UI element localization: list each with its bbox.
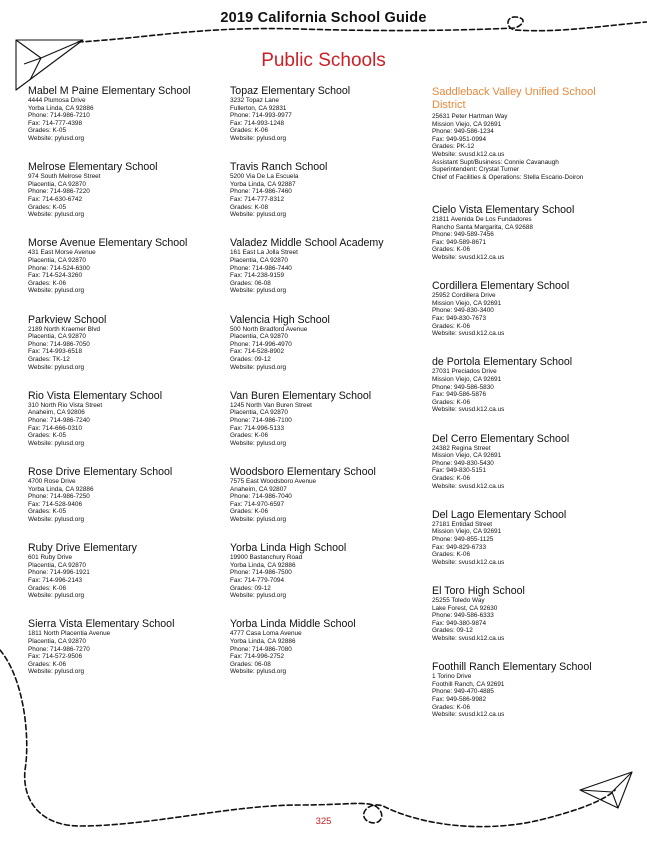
school-detail-line: 4444 Plumosa Drive [28,97,86,104]
school-detail-line: Fax: 714-666-0310 [28,424,83,432]
school-detail-line: 4700 Rose Drive [28,477,76,485]
school-name: Valadez Middle School Academy [230,237,384,250]
school-entry [230,238,425,314]
school-detail-line: 601 Ruby Drive [28,554,73,562]
school-detail-line: Assistant Supt/Business: Connie Cavanaugh [432,158,559,166]
school-entry [432,357,632,433]
school-detail-line: Yorba Linda, CA 92886 [28,485,94,493]
school-name: Rio Vista Elementary School [28,389,163,402]
school-detail-line: Fax: 949-951-0994 [432,135,487,143]
school-detail-line: Placentia, CA 92870 [28,333,86,341]
school-detail-line: Mission Viejo, CA 92691 [432,452,502,460]
school-detail-line: Grades: K-06 [28,279,67,287]
school-detail-line: Yorba Linda, CA 92886 [230,637,296,645]
school-detail-line: Phone: 714-986-7500 [230,569,292,577]
school-detail-line: Fax: 949-830-7673 [432,314,487,322]
school-detail-line: 27031 Preciados Drive [432,368,497,376]
school-detail-line: Fullerton, CA 92831 [230,104,287,112]
school-detail-line: Grades: K-06 [28,584,67,592]
school-detail-line: Fax: 714-528-9406 [28,500,83,508]
school-name: Rose Drive Elementary School [28,465,173,478]
school-detail-line: Yorba Linda, CA 92886 [28,104,94,112]
school-detail-line: Mission Viejo, CA 92691 [432,299,502,307]
school-detail-line: 1 Torino Drive [432,673,472,681]
school-detail-line: Phone: 949-470-4885 [432,688,494,696]
school-entry [432,281,632,357]
school-detail-line: Anaheim, CA 92806 [28,409,85,417]
school-detail-line: 500 North Bradford Avenue [230,325,308,333]
school-detail-line: 1245 North Van Buren Street [230,401,312,409]
school-detail-line: Website: pylusd.org [230,668,287,676]
school-detail-line: Lake Forest, CA 92630 [432,604,498,612]
school-detail-line: Phone: 714-986-7250 [28,493,90,501]
school-name: Del Cerro Elementary School [432,432,570,445]
school-detail-line: Grades: K-05 [28,508,67,516]
school-detail-line: Phone: 714-996-1921 [28,569,90,577]
school-detail-line: Placentia, CA 92870 [28,637,86,645]
school-detail-line: Fax: 714-779-7094 [230,576,285,584]
school-column-2 [230,86,425,696]
school-entry [28,543,223,619]
section-title: Public Schools [261,50,386,71]
school-detail-line: Phone: 714-986-7460 [230,188,292,196]
school-detail-line: Grades: K-06 [28,660,67,668]
school-detail-line: 310 North Rio Vista Street [28,401,103,409]
school-detail-line: Fax: 949-586-5876 [432,391,487,399]
school-entry [432,205,632,281]
school-detail-line: Website: pylusd.org [230,211,287,219]
school-detail-line: Fax: 714-777-8312 [230,195,285,203]
school-detail-line: Fax: 949-589-8671 [432,238,487,246]
school-detail-line: Grades: K-06 [432,398,471,406]
school-entry [230,315,425,391]
school-detail-line: Phone: 949-589-7456 [432,231,494,239]
school-entry [28,391,223,467]
school-detail-line: Website: pylusd.org [28,134,85,142]
school-detail-line: Phone: 949-830-5430 [432,459,494,467]
school-detail-line: Fax: 714-996-2143 [28,576,83,584]
school-detail-line: Grades: 06-08 [230,279,271,287]
school-detail-line: Website: svusd.k12.ca.us [432,482,505,490]
school-detail-line: 21811 Avenida De Los Fundadores [432,216,532,223]
school-detail-line: Fax: 949-830-5151 [432,467,487,475]
school-detail-line: Phone: 714-986-7050 [28,340,90,348]
school-detail-line: Website: pylusd.org [230,439,287,447]
school-name: Parkview School [28,313,107,326]
school-detail-line: Grades: K-05 [28,127,67,135]
school-detail-line: Fax: 949-586-9982 [432,695,487,703]
school-detail-line: Fax: 714-572-9506 [28,653,83,661]
page-number: 325 [315,816,332,827]
school-detail-line: 4777 Casa Loma Avenue [230,630,302,638]
school-detail-line: Website: pylusd.org [230,363,287,371]
school-detail-line: Phone: 714-986-7270 [28,645,90,653]
paper-plane-icon [580,772,632,808]
school-detail-line: Website: pylusd.org [28,668,85,676]
school-name: El Toro High School [432,584,525,597]
school-detail-line: Foothill Ranch, CA 92691 [432,680,505,688]
school-detail-line: Phone: 714-996-4970 [230,340,292,348]
school-detail-line: Website: pylusd.org [230,287,287,295]
school-detail-line: Grades: K-06 [432,703,471,711]
school-detail-line: 1811 North Placentia Avenue [28,630,111,638]
school-detail-line: Website: pylusd.org [28,211,85,219]
school-name: Melrose Elementary School [28,161,158,174]
school-detail-line: Grades: K-06 [432,322,471,330]
school-detail-line: Mission Viejo, CA 92691 [432,528,502,536]
school-detail-line: Fax: 949-380-9874 [432,619,487,627]
school-detail-line: Website: svusd.k12.ca.us [432,150,505,158]
school-entry [28,619,223,695]
school-detail-line: Grades: K-06 [432,246,471,254]
school-entry [230,467,425,543]
school-entry [28,86,223,162]
school-detail-line: Grades: 09-12 [432,627,473,635]
school-detail-line: Grades: 09-12 [230,355,271,363]
guide-title: 2019 California School Guide [220,10,427,26]
school-detail-line: Phone: 949-830-3400 [432,307,494,315]
school-detail-line: Fax: 714-993-1248 [230,119,285,127]
school-detail-line: Mission Viejo, CA 92691 [432,375,502,383]
school-entry [432,434,632,510]
school-detail-line: Fax: 949-829-6733 [432,543,487,551]
school-detail-line: Phone: 714-986-7210 [28,112,90,120]
school-detail-line: Phone: 949-855-1125 [432,535,494,543]
school-entry [230,86,425,162]
school-entry [432,510,632,586]
school-detail-line: Phone: 949-586-6333 [432,612,494,620]
school-detail-line: Placentia, CA 92870 [230,333,288,341]
school-entry [28,238,223,314]
school-detail-line: 5200 Via De La Escuela [230,173,299,181]
school-detail-line: Grades: K-06 [230,127,269,135]
school-detail-line: Website: svusd.k12.ca.us [432,634,505,642]
school-detail-line: Fax: 714-524-3260 [28,272,83,280]
school-detail-line: 974 South Melrose Street [28,173,101,181]
school-detail-line: Phone: 714-986-7040 [230,493,292,501]
school-detail-line: Phone: 714-986-7440 [230,264,292,272]
school-entry [432,586,632,662]
school-detail-line: Website: svusd.k12.ca.us [432,711,505,719]
school-detail-line: Mission Viejo, CA 92691 [432,120,502,128]
school-detail-line: Fax: 714-970-6597 [230,500,285,508]
school-detail-line: Fax: 714-996-2752 [230,653,285,661]
school-entry [230,543,425,619]
school-entry [230,391,425,467]
school-detail-line: Phone: 714-986-7240 [28,416,90,424]
school-detail-line: 25255 Toledo Way [432,596,485,604]
school-detail-line: 25952 Cordillera Drive [432,292,496,300]
school-name: Cordillera Elementary School [432,280,570,293]
school-detail-line: Placentia, CA 92870 [230,256,288,264]
school-detail-line: Grades: 09-12 [230,584,271,592]
school-detail-line: Phone: 949-586-1234 [432,128,494,136]
school-detail-line: Website: pylusd.org [28,592,85,600]
school-entry [28,315,223,391]
school-detail-line: Website: pylusd.org [28,439,85,447]
district-entry [432,86,632,205]
school-name: Yorba Linda Middle School [230,618,356,631]
school-name: Ruby Drive Elementary [28,542,137,555]
school-detail-line: Anaheim, CA 92807 [230,485,287,493]
district-name: Saddleback Valley Unified School District [432,86,596,111]
school-detail-line: Grades: PK-12 [432,143,475,151]
school-name: Travis Ranch School [230,161,328,174]
school-detail-line: Website: svusd.k12.ca.us [432,558,505,566]
school-entry [28,162,223,238]
school-detail-line: Website: svusd.k12.ca.us [432,253,505,261]
school-detail-line: Website: pylusd.org [28,515,85,523]
school-name: Valencia High School [230,313,330,326]
school-detail-line: Superintendent: Crystal Turner [432,166,520,174]
school-detail-line: Grades: K-06 [230,432,269,440]
school-name: Morse Avenue Elementary School [28,237,188,250]
school-name: Van Buren Elementary School [230,389,372,402]
school-detail-line: Website: svusd.k12.ca.us [432,330,505,338]
school-entry [230,162,425,238]
school-name: Foothill Ranch Elementary School [432,661,592,674]
school-detail-line: Grades: K-05 [28,203,67,211]
school-detail-line: Fax: 714-777-4398 [28,119,83,127]
school-detail-line: Phone: 714-986-7100 [230,416,292,424]
school-detail-line: Phone: 714-986-7080 [230,645,292,653]
school-entry [432,662,632,738]
school-detail-line: Chief of Facilities & Operations: Stella Escario-Doiron [432,173,584,181]
school-detail-line: Placentia, CA 92870 [28,256,86,264]
school-detail-line: Phone: 714-524-6300 [28,264,90,272]
school-detail-line: 27181 Entidad Street [432,520,493,528]
school-detail-line: Grades: K-06 [230,508,269,516]
school-name: Del Lago Elementary School [432,508,567,521]
school-name: Cielo Vista Elementary School [432,204,575,216]
school-detail-line: 19900 Bastanchury Road [230,554,303,562]
school-detail-line: Fax: 714-996-5133 [230,424,285,432]
school-detail-line: Grades: K-06 [432,551,471,559]
school-name: Mabel M Paine Elementary School [28,85,191,97]
school-detail-line: Website: pylusd.org [230,515,287,523]
school-name: de Portola Elementary School [432,356,573,369]
school-detail-line: Fax: 714-630-6742 [28,195,83,203]
school-name: Yorba Linda High School [230,542,347,555]
school-detail-line: Website: pylusd.org [230,134,287,142]
school-detail-line: 161 East La Jolla Street [230,249,298,257]
school-detail-line: 7575 East Woodsboro Avenue [230,477,317,485]
school-detail-line: Phone: 714-986-7220 [28,188,90,196]
school-detail-line: Yorba Linda, CA 92887 [230,180,296,188]
school-detail-line: Rancho Santa Margarita, CA 92688 [432,223,533,231]
school-entry [230,619,425,695]
school-detail-line: Website: pylusd.org [28,363,85,371]
school-name: Woodsboro Elementary School [230,465,376,478]
school-detail-line: 2189 North Kraemer Blvd [28,325,101,333]
school-detail-line: Website: pylusd.org [230,592,287,600]
school-detail-line: Grades: 06-08 [230,660,271,668]
school-detail-line: Placentia, CA 92870 [230,409,288,417]
school-detail-line: Placentia, CA 92870 [28,180,86,188]
school-entry [28,467,223,543]
school-detail-line: Website: svusd.k12.ca.us [432,406,505,414]
school-detail-line: Placentia, CA 92870 [28,561,86,569]
school-detail-line: Fax: 714-993-6518 [28,348,83,356]
school-detail-line: Grades: K-06 [432,474,471,482]
school-detail-line: Website: pylusd.org [28,287,85,295]
school-detail-line: Phone: 949-586-5830 [432,383,494,391]
school-detail-line: Grades: K-05 [28,432,67,440]
school-detail-line: 24382 Regina Street [432,444,491,452]
school-detail-line: 25631 Peter Hartman Way [432,113,508,120]
school-column-1 [28,86,223,696]
school-detail-line: Phone: 714-993-9977 [230,112,292,120]
school-name: Topaz Elementary School [230,85,351,97]
school-detail-line: Grades: K-08 [230,203,269,211]
school-detail-line: Grades: TK-12 [28,355,70,363]
school-detail-line: Fax: 714-528-8902 [230,348,285,356]
school-name: Sierra Vista Elementary School [28,618,175,631]
school-detail-line: 3232 Topaz Lane [230,97,279,104]
school-detail-line: 431 East Morse Avenue [28,249,96,257]
school-column-3 [432,86,632,738]
school-detail-line: Fax: 714-238-9159 [230,272,285,280]
school-detail-line: Yorba Linda, CA 92886 [230,561,296,569]
